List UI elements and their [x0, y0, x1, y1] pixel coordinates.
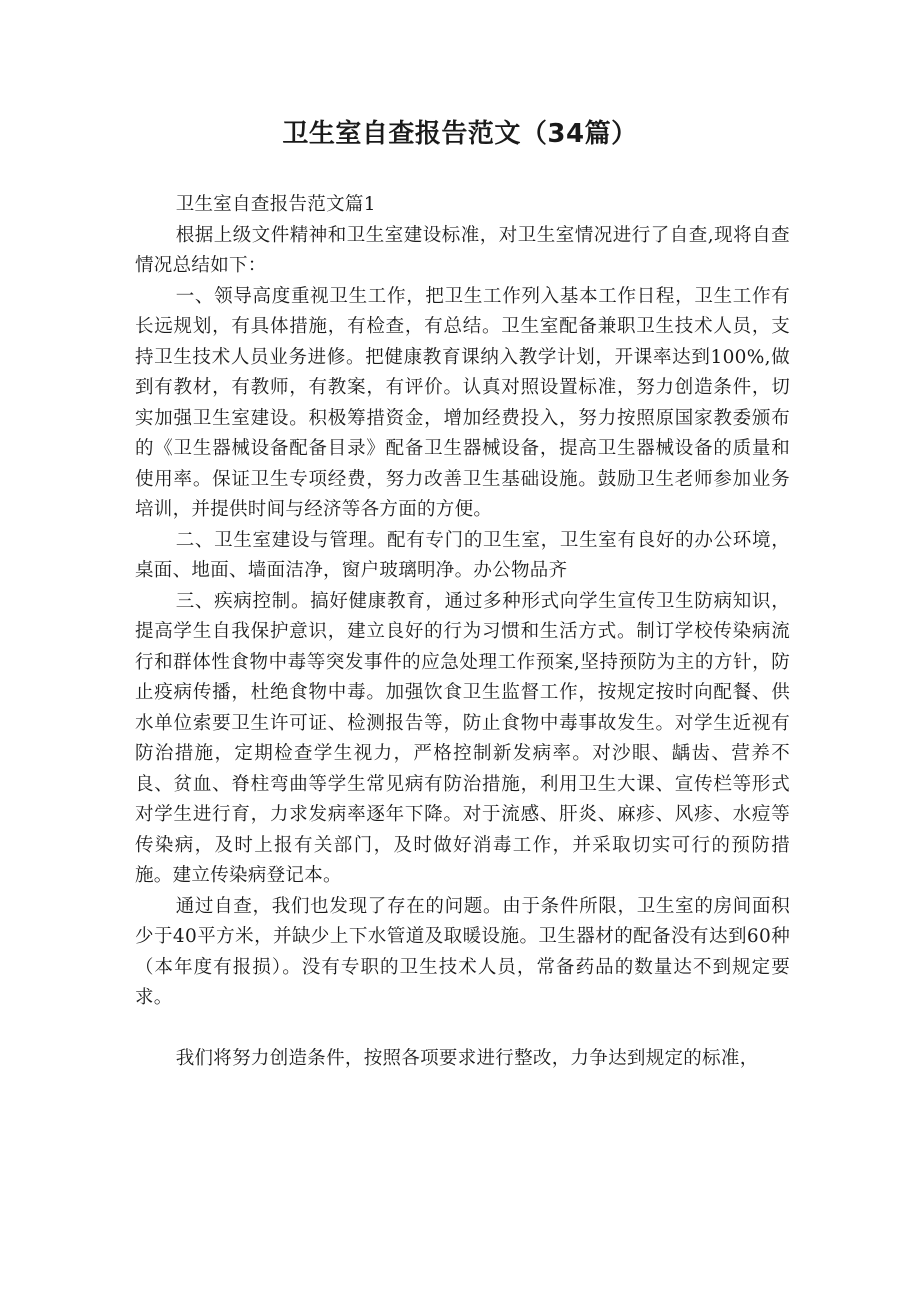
- paragraph-leadership: 一、领导高度重视卫生工作，把卫生工作列入基本工作日程，卫生工作有长远规划，有具体措施，有检查，有总结。卫生室配备兼职卫生技术人员，支持卫生技术人员业务进修。把健康教育课纳入教学计划，开课率达到100%,做到有教材，有教师，有教案，有评价。认真对照设置标准，努力创造条件，切实加强卫生室建设。积极筹措资金，增加经费投入，努力按照原国家教委颁布的《卫生器械设备配备目录》配备卫生器械设备，提高卫生器械设备的质量和使用率。保证卫生专项经费，努力改善卫生基础设施。鼓励卫生老师参加业务培训，并提供时间与经济等各方面的方便。: [135, 285, 790, 520]
- document-title: 卫生室自查报告范文（34篇）: [282, 119, 638, 149]
- document-body: [135, 190, 790, 1074]
- intro-paragraph: 根据上级文件精神和卫生室建设标准，对卫生室情况进行了自查,现将自查情况总结如下：: [135, 224, 790, 276]
- section-heading: 卫生室自查报告范文篇1: [175, 194, 376, 215]
- paragraph-disease-control: 三、疾病控制。搞好健康教育，通过多种形式向学生宣传卫生防病知识，提高学生自我保护意识，建立良好的行为习惯和生活方式。制订学校传染病流行和群体性食物中毒等突发事件的应急处理工作预案,坚持预防为主的方针，防止疫病传播，杜绝食物中毒。加强饮食卫生监督工作，按规定按时向配餐、供水单位索要卫生许可证、检测报告等，防止食物中毒事故发生。对学生近视有防治措施，定期检查学生视力，严格控制新发病率。对沙眼、龋齿、营养不良、贫血、脊柱弯曲等学生常见病有防治措施，利用卫生大课、宣传栏等形式对学生进行育，力求发病率逐年下降。对于流感、肝炎、麻疹、风疹、水痘等传染病，及时上报有关部门，及时做好消毒工作，并采取切实可行的预防措施。建立传染病登记本。: [135, 590, 790, 886]
- paragraph-construction: 二、卫生室建设与管理。配有专门的卫生室，卫生室有良好的办公环境，桌面、地面、墙面洁净，窗户玻璃明净。办公物品齐: [135, 529, 790, 581]
- paragraph-rectification: 我们将努力创造条件，按照各项要求进行整改，力争达到规定的标准，: [175, 1047, 759, 1069]
- paragraph-problems: 通过自查，我们也发现了存在的问题。由于条件所限，卫生室的房间面积少于40平方米，并缺少上下水管道及取暖设施。卫生器材的配备没有达到60种（本年度有报损）。没有专职的卫生技术人员，常备药品的数量达不到规定要求。: [135, 895, 790, 1008]
